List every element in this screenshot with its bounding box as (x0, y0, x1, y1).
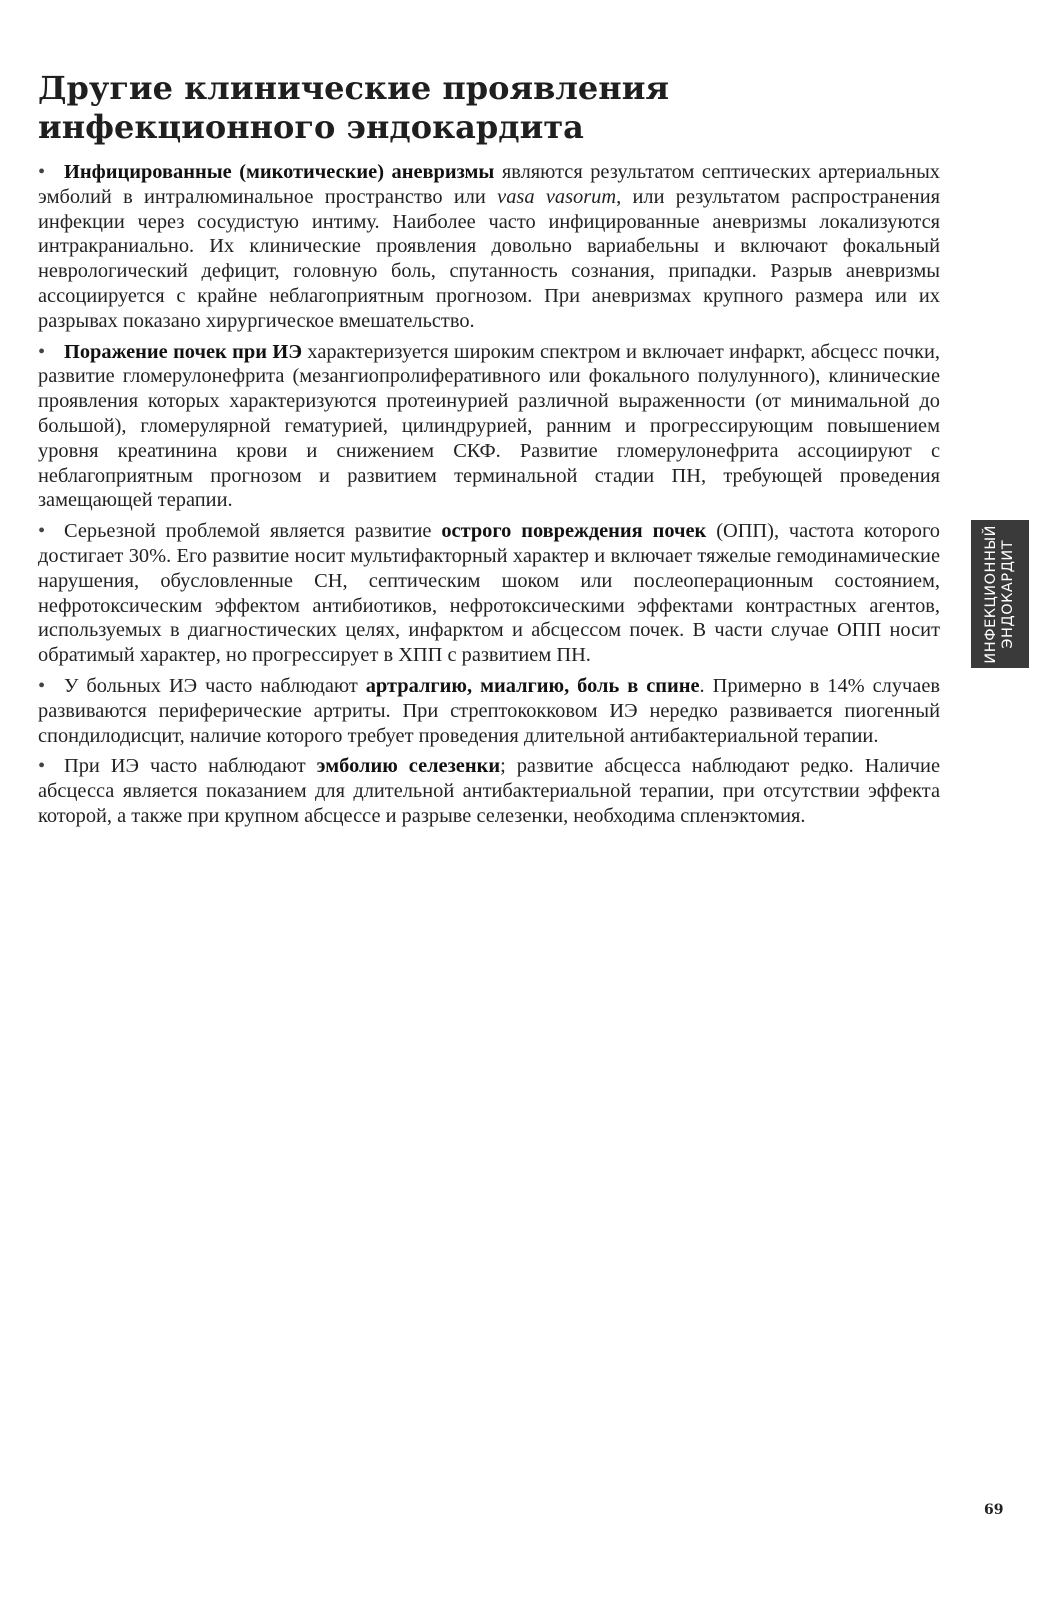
bullet-marker: • (38, 340, 46, 363)
section-title (38, 69, 918, 147)
page-number: 69 (984, 1502, 1004, 1518)
emphasized-term: эмболию селезенки (316, 755, 501, 778)
chapter-side-tab (971, 520, 1029, 668)
bullet-paragraph (38, 754, 940, 828)
emphasized-term: Инфицированные (микотические) аневризмы (64, 161, 495, 183)
paragraph-text: являются результатом септических артериальных эмболий в интралюминальное пространство или (38, 161, 940, 208)
paragraph-text: Серьезной проблемой является развитие (64, 520, 442, 543)
chapter-side-tab-label (983, 525, 1017, 664)
bullet-paragraph (38, 160, 940, 334)
chapter-side-tab-line-1: ИНФЕКЦИОННЫЙ (983, 524, 999, 664)
paragraph-text: , или результатом распространения инфекции через сосудистую интиму. Наиболее часто инфицированные аневризмы локализуются интракраниально. Их клинические проявления довольно вариабельны и включают фокальный неврологический дефицит, головную боль, спутанность сознания, припадки. Разрыв аневризмы ассоциируется с крайне неблагоприятным прогнозом. При аневризмах крупного размера или их разрывах показано хирургическое вмешательство. (38, 185, 940, 332)
bullet-paragraph (38, 674, 940, 748)
chapter-side-tab-line-2: ЭНДОКАРДИТ (1000, 539, 1016, 649)
emphasized-term: артралгию, миалгию, боль в спине (365, 674, 700, 697)
emphasized-term: Поражение почек при ИЭ (64, 340, 303, 363)
bullet-paragraph (38, 519, 940, 668)
emphasized-term: острого повреждения почек (441, 520, 707, 543)
section-title-line-1: Другие клинические проявления (38, 69, 670, 107)
paragraph-text: характеризуется широким спектром и включает инфаркт, абсцесс почки, развитие гломерулонефрита (мезангиопролиферативного или фокального полулунного), клинические проявления которых характеризуются протеинурией различной выраженности (от минимальной до большой), гломерулярной гематурией, цилиндрурией, ранним и прогрессирующим повышением уровня креатинина крови и снижением СКФ. Развитие гломерулонефрита ассоциируют с неблагоприятным прогнозом и развитием терминальной стадии ПН, требующей проведения замещающей терапии. (38, 340, 940, 512)
bullet-marker: • (38, 161, 46, 183)
body-text (38, 160, 940, 835)
section-title-line-2: инфекционного эндокардита (38, 108, 584, 146)
bullet-marker: • (38, 755, 46, 778)
latin-term: vasa vasorum (497, 185, 617, 208)
bullet-marker: • (38, 520, 46, 543)
paragraph-text: При ИЭ часто наблюдают (64, 755, 317, 778)
bullet-marker: • (38, 674, 46, 697)
paragraph-text: У больных ИЭ часто наблюдают (64, 674, 366, 697)
paragraph-text: (ОПП), частота которого достигает 30%. Его развитие носит мультифакторный характер и включает тяжелые гемодинамические нарушения, обусловленные СН, септическим шоком или послеоперационным состоянием, нефротоксическим эффектом антибиотиков, нефротоксическими эффектами контрастных агентов, используемых в диагностических целях, инфарктом и абсцессом почек. В части случае ОПП носит обратимый характер, но прогрессирует в ХПП с развитием ПН. (38, 520, 941, 667)
paragraph-text: . Примерно в 14% случаев развиваются периферические артриты. При стрептококковом ИЭ нередко развивается пиогенный спондилодисцит, наличие которого требует проведения длительной антибактериальной терапии. (38, 674, 940, 747)
paragraph-text: ; развитие абсцесса наблюдают редко. Наличие абсцесса является показанием для длительной антибактериальной терапии, при отсутствии эффекта которой, а также при крупном абсцессе и разрыве селезенки, необходима спленэктомия. (38, 755, 940, 827)
bullet-paragraph (38, 340, 940, 514)
